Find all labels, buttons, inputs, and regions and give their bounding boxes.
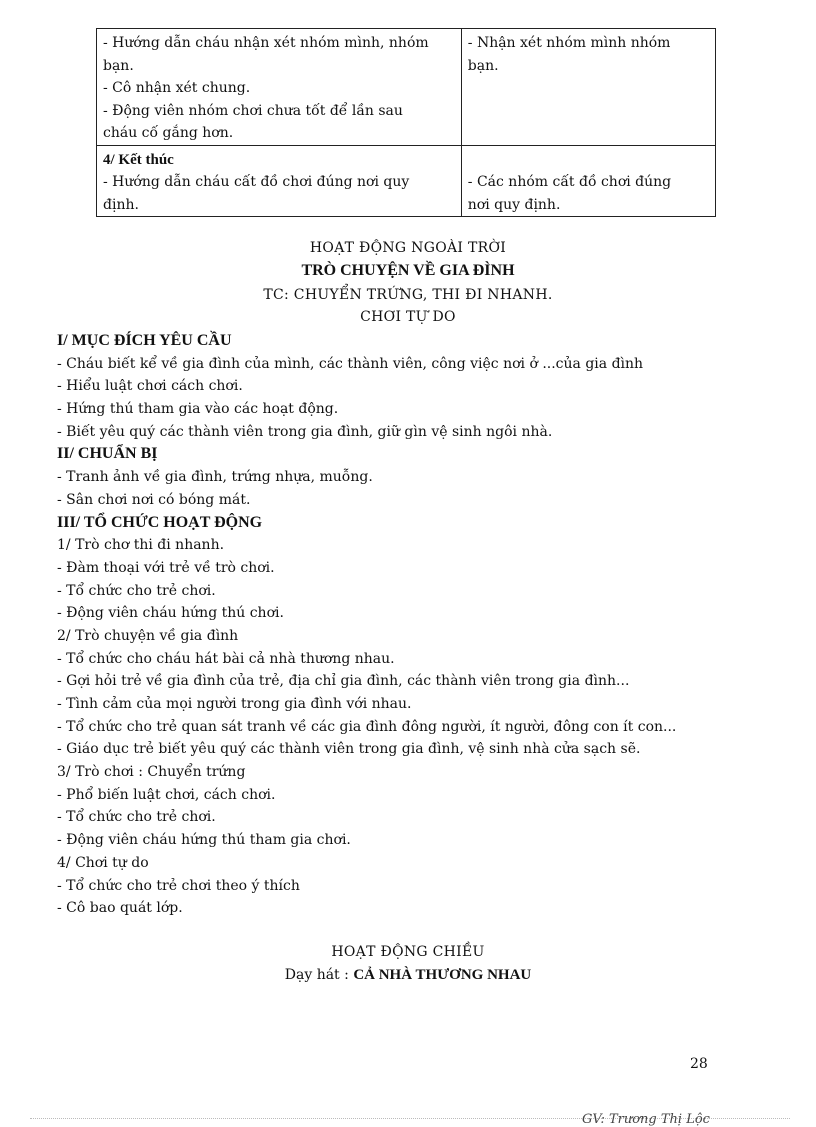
content-line: 2/ Trò chuyện về gia đình — [57, 627, 239, 644]
content-line: - Động viên cháu hứng thú chơi. — [57, 605, 284, 622]
content-line: - Đàm thoại với trẻ về trò chơi. — [57, 559, 275, 576]
content-line: - Biết yêu quý các thành viên trong gia đình, giữ gìn vệ sinh ngôi nhà. — [57, 423, 553, 440]
table-line: - Hướng dẫn cháu nhận xét nhóm mình, nhóm — [103, 35, 429, 51]
child-activity-cell — [461, 145, 715, 217]
content-line: - Giáo dục trẻ biết yêu quý các thành viên trong gia đình, vệ sinh nhà cửa sạch sẽ. — [57, 741, 641, 758]
content-line: - Tranh ảnh về gia đình, trứng nhựa, muỗng. — [57, 469, 373, 486]
table-row — [97, 145, 716, 217]
content-line: - Cháu biết kể về gia đình của mình, các thành viên, công việc nơi ở ...của gia đình — [57, 355, 644, 372]
page-number: 28 — [690, 1056, 708, 1072]
content-line: 1/ Trò chơ thi đi nhanh. — [57, 537, 225, 554]
table-line: định. — [103, 196, 139, 213]
table-line: nơi quy định. — [467, 196, 561, 213]
table-line: bạn. — [467, 57, 499, 74]
section-heading: I/ MỤC ĐÍCH YÊU CẦU — [57, 332, 232, 349]
content-line: 4/ Chơi tự do — [57, 854, 149, 871]
song-prefix: Dạy hát : — [284, 967, 354, 983]
content-line: - Tổ chức cho trẻ chơi theo ý thích — [57, 877, 300, 894]
content-line: - Gợi hỏi trẻ về gia đình của trẻ, địa chỉ gia đình, các thành viên trong gia đình... — [57, 673, 630, 690]
table-row — [97, 29, 716, 146]
table-line: bạn. — [103, 57, 134, 74]
section-line: TC: CHUYỂN TRỨNG, THI ĐI NHANH. — [263, 287, 553, 303]
content-line: - Tổ chức cho trẻ quan sát tranh về các gia đình đông người, ít người, đông con ít con... — [57, 718, 677, 735]
content-line: - Phổ biến luật chơi, cách chơi. — [57, 786, 276, 803]
content-line: - Động viên cháu hứng thú tham gia chơi. — [57, 832, 351, 849]
section-title: HOẠT ĐỘNG NGOÀI TRỜI — [309, 240, 507, 256]
content-line: - Hiểu luật chơi cách chơi. — [57, 378, 243, 395]
content-line: - Sân chơi nơi có bóng mát. — [57, 491, 251, 508]
content-line: - Tổ chức cho trẻ chơi. — [57, 809, 216, 826]
content-line: - Cô bao quát lớp. — [57, 900, 183, 917]
section-heading: II/ CHUẨN BỊ — [57, 445, 158, 463]
content-line: - Hứng thú tham gia vào các hoạt động. — [57, 401, 339, 418]
table-line: - Cô nhận xét chung. — [103, 80, 251, 96]
section-heading: III/ TỔ CHỨC HOẠT ĐỘNG — [57, 513, 263, 531]
table-line: - Hướng dẫn cháu cất đồ chơi đúng nơi quy — [103, 174, 410, 190]
section-subtitle: TRÒ CHUYỆN VỀ GIA ĐÌNH — [301, 262, 515, 279]
teacher-activity-cell — [97, 145, 462, 217]
content-line: - Tình cảm của mọi người trong gia đình với nhau. — [57, 696, 412, 712]
table-line: - Động viên nhóm chơi chưa tốt để lần sau — [103, 102, 403, 119]
content-body — [57, 330, 777, 920]
content-line: 3/ Trò chơi : Chuyển trứng — [57, 764, 246, 781]
footer-text: GV: Trương Thị Lộc — [582, 1112, 710, 1127]
song-title: CẢ NHÀ THƯƠNG NHAU — [353, 967, 532, 983]
table-line: cháu cố gắng hơn. — [103, 125, 234, 141]
table-line: - Các nhóm cất đồ chơi đúng — [467, 174, 672, 190]
section-line: CHƠI TỰ DO — [360, 309, 456, 325]
table-line: - Nhận xét nhóm mình nhóm — [467, 35, 671, 51]
activity-table — [96, 28, 716, 217]
teacher-activity-cell — [97, 29, 462, 146]
content-line: - Tổ chức cho trẻ chơi. — [57, 582, 216, 599]
table-heading: 4/ Kết thúc — [103, 151, 174, 168]
afternoon-song — [0, 967, 816, 984]
child-activity-cell — [461, 29, 715, 146]
afternoon-title: HOẠT ĐỘNG CHIỀU — [331, 944, 485, 960]
content-line: - Tổ chức cho cháu hát bài cả nhà thương nhau. — [57, 650, 395, 667]
